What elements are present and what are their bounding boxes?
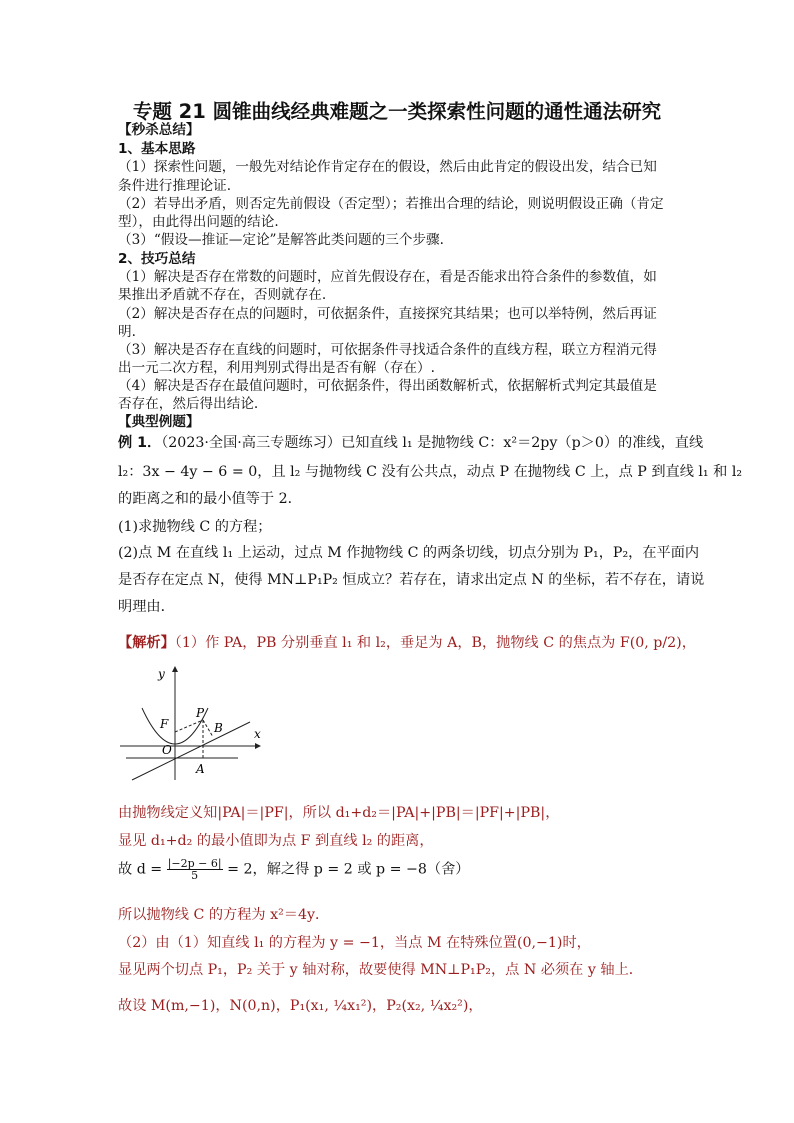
- x-axis-arrow-icon: [255, 743, 261, 749]
- sec2-item: （4）解决是否存在最值问题时，可依据条件，得出函数解析式，依据解析式判定其最值是: [118, 378, 657, 394]
- question-2-line3: 明理由．: [118, 599, 175, 615]
- example1-label: 例 1．: [118, 435, 162, 451]
- solution-step2: 由抛物线定义知|PA|＝|PF|，所以 d₁+d₂＝|PA|+|PB|＝|PF|+|PB|，: [118, 805, 560, 821]
- line-l2: [132, 722, 250, 780]
- step4-suffix: = 2，解之得 p = 2 或 p = −8（舍）: [227, 861, 470, 878]
- examples-heading: 【典型例题】: [118, 414, 200, 430]
- step4-prefix: 故 d =: [118, 861, 163, 878]
- solution-step1: （1）作 PA，PB 分别垂直 l₁ 和 l₂，垂足为 A，B，抛物线 C 的焦点为 F(0, p/2)，: [174, 635, 696, 651]
- label-o: O: [162, 743, 172, 757]
- example1-intro: [118, 432, 704, 452]
- solution-step5: 所以抛物线 C 的方程为 x²＝4y．: [118, 907, 330, 923]
- dashed-pb: [203, 720, 213, 737]
- parabola-figure: [118, 662, 268, 782]
- question-2-line1: (2)点 M 在直线 l₁ 上运动，过点 M 作抛物线 C 的两条切线，切点分别为 P₁，P₂，在平面内: [118, 545, 700, 561]
- sec1-item: （3）“假设—推证—定论”是解答此类问题的三个步骤.: [118, 232, 444, 248]
- sec1-item: 条件进行推理论证.: [118, 178, 232, 194]
- sec2-item: 出一元二次方程，利用判别式得出是否有解（存在）.: [118, 360, 435, 376]
- fraction-denominator: 5: [191, 869, 199, 882]
- question-1: (1)求抛物线 C 的方程；: [118, 519, 272, 535]
- sec1-item: （2）若导出矛盾，则否定先前假设（否定型）；若推出合理的结论，则说明假设正确（肯定: [118, 196, 664, 212]
- label-a: A: [196, 762, 205, 776]
- sec2-title: 2、技巧总结: [118, 251, 196, 267]
- label-x: x: [254, 727, 261, 741]
- label-p: P: [196, 706, 205, 720]
- summary-heading: 【秒杀总结】: [118, 122, 200, 138]
- solution-step7: 显见两个切点 P₁，P₂ 关于 y 轴对称，故要使得 MN⊥P₁P₂，点 N 必须在 y 轴上．: [118, 962, 643, 978]
- solution-line1: [118, 632, 696, 652]
- example1-line3: 的距离之和的最小值等于 2．: [118, 491, 302, 507]
- sec1-item: 型），由此得出问题的结论.: [118, 214, 279, 230]
- y-axis-arrow-icon: [172, 666, 178, 672]
- distance-fraction: [167, 858, 223, 881]
- sec2-item: （3）解决是否存在直线的问题时，可依据条件寻找适合条件的直线方程，联立方程消元得: [118, 342, 657, 358]
- label-y: y: [158, 667, 165, 681]
- label-b: B: [214, 721, 223, 735]
- sec2-item: （1）解决是否存在常数的问题时，应首先假设存在，看是否能求出符合条件的参数值，如: [118, 269, 657, 285]
- question-2-line2: 是否存在定点 N，使得 MN⊥P₁P₂ 恒成立？若存在，请求出定点 N 的坐标，若不存在，请说: [118, 572, 705, 588]
- page-title: 专题 21 圆锥曲线经典难题之一类探索性问题的通性通法研究: [132, 100, 662, 123]
- example1-source: （2023·全国·高三专题练习）已知直线 l₁ 是抛物线 C：x²＝2py（p＞0）的准线，直线: [161, 435, 704, 451]
- solution-step3: 显见 d₁+d₂ 的最小值即为点 F 到直线 l₂ 的距离，: [118, 833, 434, 849]
- solution-step6: （2）由（1）知直线 l₁ 的方程为 y = −1，当点 M 在特殊位置(0,−1)时，: [118, 935, 591, 951]
- fraction-numerator: |−2p − 6|: [167, 857, 222, 870]
- sec2-item: （2）解决是否存在点的问题时，可依据条件，直接探究其结果；也可以举特例，然后再证: [118, 306, 657, 322]
- label-f: F: [160, 717, 169, 731]
- sec1-item: （1）探索性问题，一般先对结论作肯定存在的假设，然后由此肯定的假设出发，结合已知: [118, 159, 657, 175]
- example1-line2: l₂：3x − 4y − 6 = 0，且 l₂ 与抛物线 C 没有公共点，动点 P 在抛物线 C 上，点 P 到直线 l₁ 和 l₂: [118, 464, 743, 480]
- solution-label: 【解析】: [118, 635, 175, 651]
- solution-step4: [118, 858, 678, 892]
- sec2-item: 否存在，然后得出结论.: [118, 396, 259, 412]
- sec2-item: 果推出矛盾就不存在，否则就存在.: [118, 287, 327, 303]
- sec1-title: 1、基本思路: [118, 141, 196, 157]
- solution-step8: 故设 M(m,−1)，N(0,n)，P₁(x₁, ¼x₁²)，P₂(x₂, ¼x₂²)，: [118, 998, 483, 1014]
- sec2-item: 明.: [118, 324, 136, 340]
